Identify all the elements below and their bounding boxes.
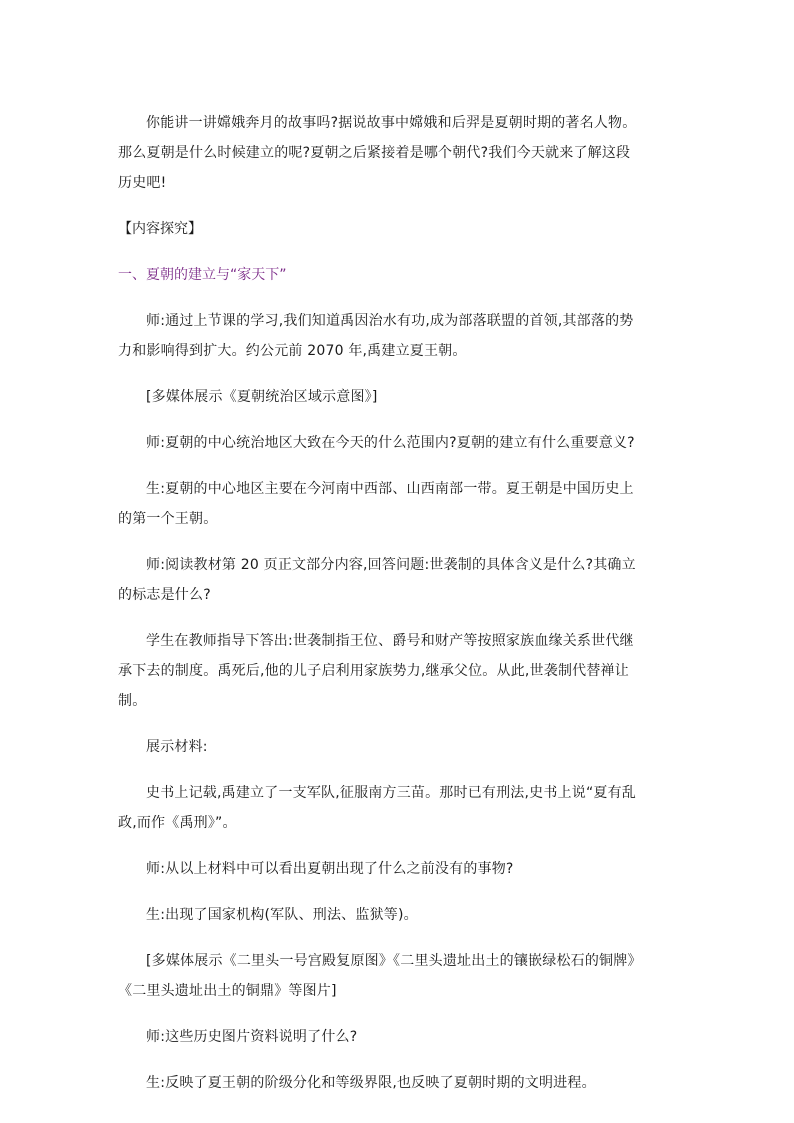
section-title: 一、夏朝的建立与“家天下” bbox=[118, 267, 287, 283]
teacher-question: 师:阅读教材第 20 页正文部分内容,回答问题:世袭制的具体含义是什么?其确立的标志是什么? bbox=[118, 557, 636, 603]
teacher-question: 师:夏朝的中心统治地区大致在今天的什么范围内?夏朝的建立有什么重要意义? bbox=[146, 435, 635, 451]
student-answer: 生:夏朝的中心地区主要在今河南中西部、山西南部一带。夏王朝是中国历史上的第一个王朝。 bbox=[118, 481, 634, 527]
student-answer: 生:反映了夏王朝的阶级分化和等级界限,也反映了夏朝时期的文明进程。 bbox=[146, 1075, 596, 1091]
intro-paragraph: 你能讲一讲嫦娥奔月的故事吗?据说故事中嫦娥和后羿是夏朝时期的著名人物。那么夏朝是什么时候建立的呢?夏朝之后紧接着是哪个朝代?我们今天就来了解这段历史吧! bbox=[118, 115, 637, 191]
teacher-question: 师:从以上材料中可以看出夏朝出现了什么之前没有的事物? bbox=[146, 861, 514, 877]
content-explore-heading: 【内容探究】 bbox=[118, 221, 202, 237]
teacher-paragraph: 师:通过上节课的学习,我们知道禹因治水有功,成为部落联盟的首领,其部落的势力和影响得到扩大。约公元前 2070 年,禹建立夏王朝。 bbox=[118, 313, 634, 359]
teacher-question: 师:这些历史图片资料说明了什么? bbox=[146, 1029, 358, 1045]
media-note: [多媒体展示《夏朝统治区域示意图》] bbox=[146, 389, 378, 405]
material-label: 展示材料: bbox=[146, 739, 208, 755]
material-quote: 史书上记载,禹建立了一支军队,征服南方三苗。那时已有刑法,史书上说“夏有乱政,而作《禹刑》”。 bbox=[118, 785, 637, 831]
document-page bbox=[118, 108, 638, 1114]
media-note: [多媒体展示《二里头一号宫殿复原图》《二里头遗址出土的镶嵌绿松石的铜牌》《二里头遗址出土的铜鼎》等图片] bbox=[118, 953, 635, 999]
student-answer: 生:出现了国家机构(军队、刑法、监狱等)。 bbox=[146, 907, 418, 923]
student-answer: 学生在教师指导下答出:世袭制指王位、爵号和财产等按照家族血缘关系世代继承下去的制度。禹死后,他的儿子启利用家族势力,继承父位。从此,世袭制代替禅让制。 bbox=[118, 633, 634, 709]
